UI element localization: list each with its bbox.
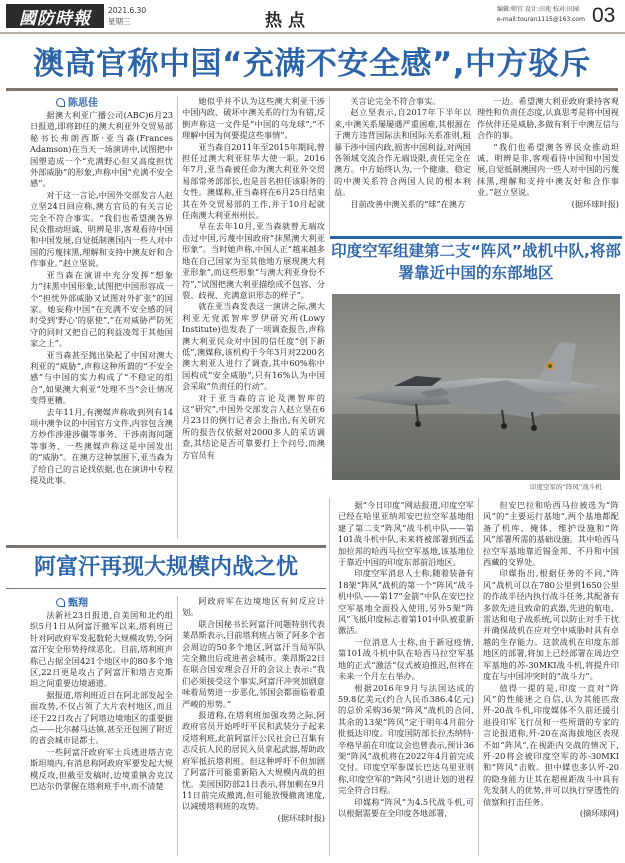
australia-column-4: 一边。希望澳大利亚政府秉持客观理性和负责任态度,认真思考是将中国视作伙伴还是威胁,多做有利于中澳互信与合作的事。 “我们也希望澳各界民众推动坦诚、明辨是非,客观看待中国和中国发展,自觉抵制澳国内一些人对中国的污蔑抹黑,理解和支持中澳友好和合作事业。”赵立坚说。 (据环球时报): [477, 96, 619, 209]
section-title: 热点: [265, 11, 311, 31]
source-credit: (据环球时报): [571, 198, 619, 209]
rafale-jet-photo: [332, 294, 620, 480]
afghan-column-2: 阿政府军在边境地区有何反应计划。 联合国秘书长阿富汗问题特别代表莱昂斯表示,目前塔利班占领了阿多个省会周边的50多个地区,阿富汗当局军队完全撤出后或进者会城市。莱昂斯22日在联合国安理会召开的会议上表示:“我们必须接受这个事实,阿富汗冲突加剧意味着局势进一步恶化,邻国会都面临着重严峻的形势。” 报道称,在塔利班加强攻势之际,阿政府官员开始呼吁平民和武装分子起来反塔利班,此前阿富汗公民社会已召集有志反抗人民的居民入员拿起武器,帮助政府军抵抗塔利班。但这种呼吁不但加剧了阿富汗可能重新陷入大规模内战的担忧。美国国防部21日表示,将加剩在9月11日前完成撤离,但可能放慢撤离速度,以减缓塔利班的攻势。 (据环球时报): [182, 596, 325, 823]
pen-icon: [56, 98, 65, 107]
source-credit: (据环球时报): [277, 812, 325, 823]
column-divider: [478, 498, 479, 856]
india-column-1: 据“今日印度”网站报道,印度空军已经在哈里亚纳邦安巴拉空军基地组建了第二支“阵风”战斗机中队——第101战斗机中队,未来将被部署到西孟加拉邦的哈西马拉空军基地,该基地位于靠近中国的印度东部前沿地区。 印度空军消息人士称,随着装备有18架“阵风”战机的第一个“阵风”战斗机中队——第17“金箭”中队在安巴拉空军基地全面投入使用,另外5架“阵风”飞抵印度标志着第101中队被重新激活。 一位消息人士称,由于新冠疫情,第101战斗机中队在哈西马拉空军基地的正式“激活”仪式被迫推迟,但将在未来一个月左右举办。 根据2016年9月与法国达成的59.8亿美元(约合人民币386.4亿元)的总价采购36架“阵风”战机的合同,其余的13架“阵风”定于明年4月前分批抵达印度。印度国防部长拉杰纳特·辛格早前在印度议会也曾表示,预计36架“阵风”战机将在2022年4月前完成交付。印度空军参谋长巴达乌里亚则称,印度空军的“阵风”引进计划的进程完全符合日程。 印媒称“阵风”为4.5代战斗机,可以根据需要在全印度各地部署,: [338, 500, 474, 818]
masthead: [0, 0, 625, 34]
afghan-column-1: 法新社23日报道,自美国和北约组织5月1日从阿富汗撤军以来,塔利班已针对阿政府军发起数轮大规模攻势,令阿富汗安全形势持续恶化。目前,塔利班声称已占据全国421个地区中的80多个地区,22日更是攻占了阿富汗和塔吉克斯坦之间重要边境通道。 据报道,塔利班近日在阿北部发起全面攻势,不仅占领了大片农村地区,而且还于22日攻占了阿塔边境地区的重要据点——比尔赫马达镇,甚至还包围了附近的省会城市昆都士。 一些阿富汗政府军士兵逃进塔吉克斯坦境内,有消息称阿政府军要发起大规模反攻,但截至发稿时,边境重镇舍克汉巴达尔仍掌握在塔利班手中,而不清楚: [30, 610, 173, 792]
australia-headline: 澳高官称中国“充满不安全感”,中方驳斥: [32, 46, 592, 82]
column-divider: [329, 498, 330, 856]
issue-date: 2021.6.30: [108, 6, 147, 15]
afghan-headline: 阿富汗再现大规模内战之忧: [33, 555, 298, 580]
india-headline: 印度空军组建第二支“阵风”战机中队,将部署靠近中国的东部地区: [331, 242, 621, 282]
editorial-credits: 编辑:师宜 设计:田苑 校对:田园 e-mail:touran1115@163.com: [497, 6, 585, 23]
photo-caption: 印度空军的“阵风”战斗机: [530, 483, 602, 491]
issue-weekday: 星期三: [108, 17, 131, 26]
australia-byline: 陈思佳: [56, 94, 98, 109]
afghan-headline-rule: [6, 588, 326, 589]
pen-icon: [56, 598, 65, 607]
australia-column-1: 据澳大利亚广播公司(ABC)6月23日报道,即将卸任的澳大利亚外交贸易部秘书长弗朗西斯·亚当森(Frances Adamson)在当天一场演讲中,试图把中国塑造成一个“充满野心但又高度担忧外部威胁”的形象,声称中国“充满不安全感”。 对于这一言论,中国外交部发言人赵立坚24日回应称,澳方官员的有关言论完全不符合事实。“我们也希望澳各界民众推动坦诚、明辨是非,客观看待中国和中国发展,自觉抵制澳国内一些人对中国的污蔑抹黑,理解和支持中澳友好和合作事业。”赵立坚说。 亚当森在演讲中充分发挥“想象力”抹黑中国形象,试图把中国形容成一个“担忧外部威胁又试图对外扩张”的国家。她妄称中国“在充满不安全感的同时受到‘野心’的驱使”,“在对威胁严防死守的同时又把自己的利益凌驾于其他国家之上”。 亚当森甚至抛出染起了中国对澳大利亚的“威胁”,声称这种所谓的“不安全感”与中国的实力构成了“不稳定的组合”,如果澳大利亚“处理不当”会让情况变得更糟。 去年11月,有澳媒声称收到列有14项中澳争议的中国官方文件,内容包含澳方炒作涉港涉疆等事务、干涉南海问题等事务、一些澳媒声称这是中国发出的“威胁”。在澳方这种氛围下,亚当森为了给自己的言论找依据,也在演讲中专程提及此事。: [30, 110, 173, 485]
page-number: 03: [592, 4, 616, 27]
issue-date-block: [108, 5, 146, 27]
afghan-byline: 甄翔: [56, 594, 88, 609]
column-divider: [329, 96, 330, 234]
headline-rule: [6, 88, 618, 91]
column-divider: [177, 96, 178, 538]
column-divider: [177, 596, 178, 856]
rafale-jet-image: [332, 294, 620, 480]
newspaper-logo: 國防時報: [6, 4, 104, 28]
australia-column-3: 关言论完全不符合事实。 赵立坚表示,自2017年下半年以来,中澳关系屡屡遇严重困难,其根源在于澳方违背国际法和国际关系准则,粗暴干涉中国内政,损害中国利益,对两国各领域交流合作无端设限,责任完全在澳方。中方始终认为,一个健康、稳定的中澳关系符合两国人民的根本利益。 目前改善中澳关系的“球”在澳方: [334, 96, 471, 209]
india-column-2: 但安巴拉和哈西马拉被选为“阵风”的“主要运行基地”,两个基地都配备了机库、掩体、维护设施和“阵风”部署所需的基础设施。其中哈西马拉空军基地靠近锡金邦、不丹和中国西藏的交界处。 印媒指出,根据任务的不同,“阵风”战机可以在780公里到1650公里的作战半径内执行战斗任务,其配备有多款先进且致命的武器,先进的航电、雷达和电子战系统,可以防止对手干扰并确保战机在应对空中威胁时具有卓越的生存能力。这款战机在印度东部地区的部署,将加上已经部署在周边空军基地的苏-30MKI战斗机,将提升印度在与中国冲突时的“战斗力”。 值得一提的是,印度一直对“阵风”的性能迷之自信,认为其能匹敌歼-20战斗机,印度媒体不久前还援引退役印军飞行员和一些所谓的专家的言论报道称,歼-20在高海拔地区表现不如“阵风”,在视距内交战的情况下,歼-20将会被印度空军的苏-30MKI和“阵风”击败。但中媒也多认歼-20的隐身能力让其在超视距战斗中具有先发制人的优势,并可以执行穿透性的侦察和打击任务。 (摘环球网): [483, 500, 619, 818]
australia-column-2: 她似乎并不认为这些澳大利亚干涉中国内政、破坏中澳关系的行为有错,反倒声称这一文件是“中国的乌龙球”,“不理解中国为何要提这些事情”。 亚当森自2011年至2015年期间,曾担任过澳大利亚驻华大使一职。2016年7月,亚当森被任命为澳大利亚外交贸易部常务部部长,也是首名担任该职务的女性。澳媒称,亚当森将在6月25日结束其在外交贸易部的工作,并于10月起就任南澳大利亚州州长。 早在去年10月,亚当森就曾无端攻击过中国,污蔑中国政府“抹黑澳大利亚形象”。当时她声称,中国人正“越来越多地在自己国家为至其他地方展现澳大利亚形象”,而这些形象“与澳大利亚身份不符”,“试图把澳大利亚描绘成不包容、分裂、歧视、充满意识形态的样子”。 就在亚当森发表这一演讲之际,澳大利亚无党派智库罗伊研究所(Lowy Institute)也发表了一项调查报告,声称澳大利亚民众对中国的信任度“创下新低”,澳媒称,该机构于今年3月对2200名澳大利亚人进行了调查,其中60%称中国构成“安全威胁”,只有16%认为中国会采取“负责任的行动”。 对于亚当森的言论及澳智库的这“研究”,中国外交部发言人赵立坚在6月23日的例行记者会上指出,有关研究所的报告仅依据对2000多人的采访调查,其结论是否可靠要打上个问号,而澳方官员有: [182, 96, 325, 460]
source-credit: (摘环球网): [579, 807, 619, 818]
